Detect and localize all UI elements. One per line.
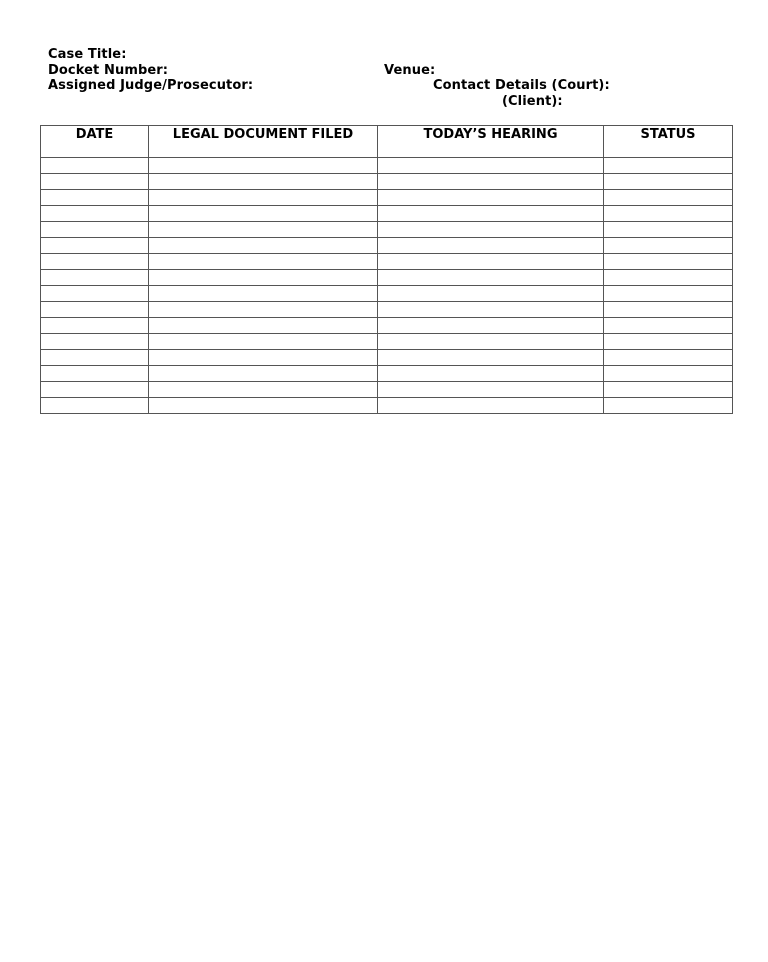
status-cell[interactable] <box>604 238 733 254</box>
status-cell[interactable] <box>604 206 733 222</box>
contact-court-label: Contact Details (Court): <box>433 78 610 93</box>
date-cell[interactable] <box>41 158 149 174</box>
date-cell[interactable] <box>41 350 149 366</box>
hearing-cell[interactable] <box>378 190 604 206</box>
table-body <box>41 158 733 414</box>
hearing-cell[interactable] <box>378 238 604 254</box>
hearing-cell[interactable] <box>378 334 604 350</box>
table-row <box>41 302 733 318</box>
date-cell[interactable] <box>41 398 149 414</box>
date-cell[interactable] <box>41 238 149 254</box>
legal-document-cell[interactable] <box>149 158 378 174</box>
legal-document-cell[interactable] <box>149 334 378 350</box>
hearing-cell[interactable] <box>378 302 604 318</box>
date-cell[interactable] <box>41 366 149 382</box>
table-row <box>41 158 733 174</box>
venue-label: Venue: <box>384 63 436 78</box>
status-cell[interactable] <box>604 302 733 318</box>
status-cell[interactable] <box>604 366 733 382</box>
legal-document-cell[interactable] <box>149 382 378 398</box>
legal-document-cell[interactable] <box>149 366 378 382</box>
legal-document-cell[interactable] <box>149 174 378 190</box>
hearing-cell[interactable] <box>378 222 604 238</box>
legal-document-cell[interactable] <box>149 350 378 366</box>
hearing-cell[interactable] <box>378 158 604 174</box>
table-row <box>41 222 733 238</box>
table-header-row <box>41 126 733 158</box>
status-cell[interactable] <box>604 398 733 414</box>
hearing-cell[interactable] <box>378 254 604 270</box>
date-cell[interactable] <box>41 270 149 286</box>
status-cell[interactable] <box>604 174 733 190</box>
legal-document-cell[interactable] <box>149 270 378 286</box>
status-cell[interactable] <box>604 382 733 398</box>
date-cell[interactable] <box>41 174 149 190</box>
table-row <box>41 366 733 382</box>
date-cell[interactable] <box>41 206 149 222</box>
status-cell[interactable] <box>604 318 733 334</box>
table-row <box>41 318 733 334</box>
legal-document-cell[interactable] <box>149 318 378 334</box>
status-cell[interactable] <box>604 158 733 174</box>
hearing-cell[interactable] <box>378 398 604 414</box>
table-row <box>41 206 733 222</box>
docket-number-label: Docket Number: <box>48 63 169 78</box>
table-row <box>41 334 733 350</box>
table-row <box>41 254 733 270</box>
date-cell[interactable] <box>41 254 149 270</box>
hearing-cell[interactable] <box>378 206 604 222</box>
legal-document-cell[interactable] <box>149 254 378 270</box>
date-cell[interactable] <box>41 334 149 350</box>
legal-document-cell[interactable] <box>149 302 378 318</box>
status-cell[interactable] <box>604 254 733 270</box>
hearing-cell[interactable] <box>378 382 604 398</box>
table-row <box>41 286 733 302</box>
table-row <box>41 270 733 286</box>
hearing-cell[interactable] <box>378 350 604 366</box>
date-cell[interactable] <box>41 222 149 238</box>
hearing-cell[interactable] <box>378 270 604 286</box>
status-cell[interactable] <box>604 286 733 302</box>
status-cell[interactable] <box>604 270 733 286</box>
legal-document-cell[interactable] <box>149 190 378 206</box>
status-cell[interactable] <box>604 334 733 350</box>
table-row <box>41 238 733 254</box>
column-header-legal-document-filed: LEGAL DOCUMENT FILED <box>149 126 378 158</box>
legal-document-cell[interactable] <box>149 238 378 254</box>
case-title-label: Case Title: <box>48 47 127 62</box>
date-cell[interactable] <box>41 302 149 318</box>
date-cell[interactable] <box>41 190 149 206</box>
legal-document-cell[interactable] <box>149 398 378 414</box>
status-cell[interactable] <box>604 190 733 206</box>
table-row <box>41 398 733 414</box>
table-row <box>41 190 733 206</box>
column-header-status: STATUS <box>604 126 733 158</box>
case-log-table <box>40 125 733 414</box>
date-cell[interactable] <box>41 286 149 302</box>
status-cell[interactable] <box>604 350 733 366</box>
legal-document-cell[interactable] <box>149 206 378 222</box>
hearing-cell[interactable] <box>378 366 604 382</box>
legal-document-cell[interactable] <box>149 286 378 302</box>
date-cell[interactable] <box>41 318 149 334</box>
date-cell[interactable] <box>41 382 149 398</box>
column-header-todays-hearing: TODAY’S HEARING <box>378 126 604 158</box>
column-header-date: DATE <box>41 126 149 158</box>
legal-document-cell[interactable] <box>149 222 378 238</box>
table-row <box>41 350 733 366</box>
hearing-cell[interactable] <box>378 286 604 302</box>
contact-client-label: (Client): <box>502 94 563 109</box>
status-cell[interactable] <box>604 222 733 238</box>
table-row <box>41 174 733 190</box>
assigned-judge-label: Assigned Judge/Prosecutor: <box>48 78 254 93</box>
table-row <box>41 382 733 398</box>
hearing-cell[interactable] <box>378 174 604 190</box>
hearing-cell[interactable] <box>378 318 604 334</box>
